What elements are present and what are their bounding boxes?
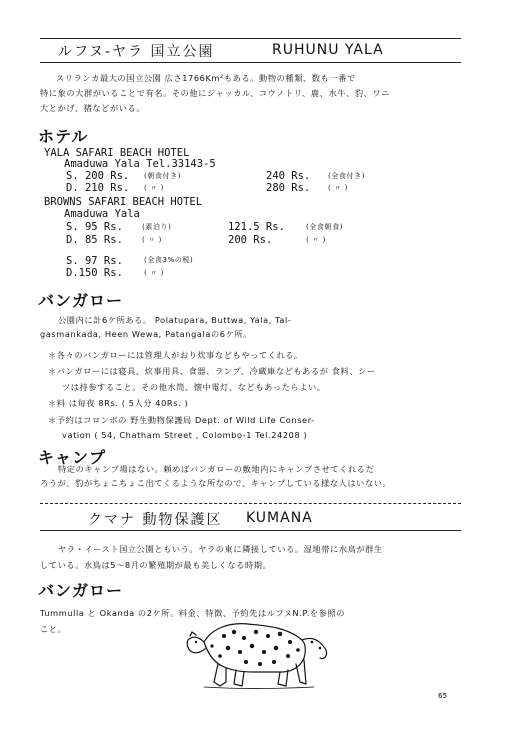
intro-line-2: 特に象の大群がいることで有名。その他にジャッカル、コウノトリ、鹿、水牛、豹、ワニ: [40, 88, 391, 98]
section2-rule-bottom: [40, 530, 461, 531]
hotel2-rate-double: D. 85 Rs.: [66, 234, 123, 246]
bullet-reservation-cont: vation ( 54, Chatham Street , Colombo-1 Tel.24208 ): [62, 430, 308, 440]
hotel1-address: Amaduwa Yala Tel.33143-5: [64, 158, 216, 170]
hotel2-rate-double-full-note: ( 〃 ): [306, 236, 326, 244]
section2-bungalow-line-1: Tummulla と Okanda の2ケ所。料金、特徴、予約先はルフヌN.P.を参照の: [40, 608, 346, 618]
section2-bungalow-line-2: こと。: [40, 624, 67, 634]
hotel2-name: BROWNS SAFARI BEACH HOTEL: [44, 196, 203, 208]
hotel2-rate-double-2-note: ( 〃 ): [144, 269, 164, 277]
bungalow-line-1: 公園内に計6ケ所ある。 Polatupara, Buttwa, Yala, Tal-: [58, 315, 292, 325]
camp-line-2: ろうが、豹がちょこちょこ出てくるような所なので、キャンプしている様な人はいない。: [40, 478, 392, 488]
bungalow-line-2: gasmankada, Heen Wewa, Patangalaの6ケ所。: [40, 329, 252, 339]
hotel1-rate-single-full-note: (全食付き): [328, 172, 366, 180]
intro-line-1: スリランカ最大の国立公園 広さ1766Km²もある。動物の種類、数も一番で: [56, 73, 356, 83]
hotel2-address: Amaduwa Yala: [64, 208, 140, 220]
hotel2-rate-single: S. 95 Rs.: [66, 221, 123, 233]
bullet-caretaker: ＊各々のバンガローには管理人がおり炊事などもやってくれる。: [48, 350, 303, 360]
hotel2-rate-single-2: S. 97 Rs.: [66, 255, 123, 267]
bullet-fee: ＊料 は毎夜 8Rs. ( 5人分 40Rs. ): [48, 398, 189, 408]
hotel-heading: ホテル: [38, 127, 89, 146]
hotel2-rate-single-full: 121.5 Rs.: [228, 221, 285, 233]
hotel2-rate-double-full: 200 Rs.: [228, 234, 273, 246]
hotel1-name: YALA SAFARI BEACH HOTEL: [44, 147, 190, 159]
intro-line-3: 大とかげ、猪などがいる。: [40, 103, 146, 113]
hotel2-rate-single-full-note: (全食朝食): [306, 223, 344, 231]
hotel2-rate-single-note: (素泊り): [142, 223, 172, 231]
hotel1-rate-double-note: ( 〃 ): [144, 184, 164, 192]
hotel1-rate-single-full: 240 Rs.: [266, 170, 311, 182]
hotel1-rate-double: D. 210 Rs.: [66, 182, 130, 194]
bullet-equipment: ＊バンガローには寝具、炊事用具、食器、ランプ、冷蔵庫などもあるが 食料、シー: [48, 366, 376, 376]
hotel1-rate-double-full-note: ( 〃 ): [328, 184, 348, 192]
page-number: 65: [438, 692, 447, 700]
hotel2-rate-single-2-note: (全食3%の税): [144, 256, 194, 264]
section2-intro-1: ヤラ・イースト国立公園ともいう。ヤラの東に隣接している。湿地帯に水鳥が群生: [58, 544, 383, 554]
hotel2-rate-double-2: D.150 Rs.: [66, 267, 123, 279]
bullet-reservation: ＊予約はコロンボの 野生動物保護局 Dept. of Wild Life Conser-: [48, 415, 315, 425]
camp-heading: キャンプ: [38, 448, 107, 467]
hotel1-rate-single-note: (朝食付き): [144, 172, 182, 180]
bungalow-heading: バンガロー: [38, 291, 124, 310]
section2-title-jp: クマナ 動物保護区: [88, 512, 223, 528]
section-title-en: RUHUNU YALA: [272, 42, 384, 58]
hotel1-rate-single: S. 200 Rs.: [66, 170, 130, 182]
section2-intro-2: している。水鳥は5～8月の繁殖期が最も美しくなる時期。: [40, 560, 272, 570]
section-title-jp: ルフヌ-ヤラ 国立公園: [58, 44, 215, 60]
camp-line-1: 特定のキャンプ場はない。頼めばバンガローの敷地内にキャンプさせてくれるだ: [58, 464, 375, 474]
section2-title-en: KUMANA: [246, 510, 313, 526]
title-rule-bottom: [40, 62, 461, 63]
section2-rule-top: [40, 503, 461, 504]
hotel2-rate-double-note: ( 〃 ): [142, 236, 162, 244]
leopard-illustration: [184, 612, 330, 692]
bullet-equipment-cont: ツは持参すること。その他水筒、懐中電灯、などもあったらよい。: [62, 382, 326, 392]
section2-bungalow-heading: バンガロー: [38, 581, 124, 600]
hotel1-rate-double-full: 280 Rs.: [266, 182, 311, 194]
title-rule-top: [40, 38, 461, 39]
